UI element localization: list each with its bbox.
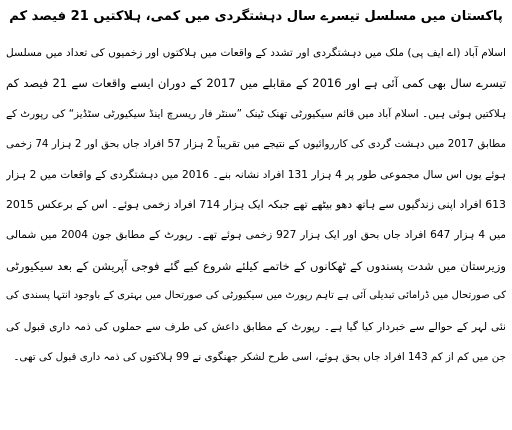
body-line: نئی لہر کے حوالے سے خبردار کیا گیا ہے۔ رپورٹ کے مطابق داعش کی طرف سے حملوں کی ذمہ داری قبول کی [6, 320, 506, 333]
body-line: ہلاکتیں ہوئی ہیں۔ اسلام آباد میں قائم سیکیورٹی تھنک ٹینک ”سنٹر فار ریسرچ اینڈ سیکیورٹی سٹڈیز“ کی رپورٹ کے [6, 107, 506, 120]
article-body [6, 38, 506, 372]
body-line: ہوئے یوں اس سال مجموعی طور پر 4 ہزار 131 افراد نشانہ بنے۔ 2016 میں دہشتگردی کے واقعات میں 2 ہزار [6, 168, 506, 181]
headline: پاکستان میں مسلسل تیسرے سال دہشتگردی میں کمی، ہلاکتیں 21 فیصد کم [9, 9, 503, 24]
body-line: وزیرستان میں شدت پسندوں کے ٹھکانوں کے خاتمے کیلئے شروع کیے گئے فوجی آپریشن کے بعد سیکیورٹی [6, 258, 506, 273]
body-line: 613 افراد اپنی زندگیوں سے ہاتھ دھو بیٹھے تھے جبکہ ایک ہزار 714 افراد زخمی ہوئے۔ اس کے برعکس 2015 [6, 197, 506, 211]
body-line: اسلام آباد (اے ایف پی) ملک میں دہشتگردی اور تشدد کے واقعات میں ہلاکتوں اور زخمیوں کی تعداد میں مسلسل [6, 47, 506, 59]
body-line: مطابق 2017 میں دہشت گردی کی کارروائیوں کے نتیجے میں تقریباً 2 ہزار 57 افراد جاں بحق اور 2 ہزار 74 زخمی [6, 138, 506, 151]
body-line: کی صورتحال میں ڈرامائی تبدیلی آئی ہے تاہم رپورٹ میں سیکیورٹی کی صورتحال میں بہتری کے باوجود انتہا پسندی کی [6, 290, 506, 302]
body-line: میں 4 ہزار 647 افراد جاں بحق اور ایک ہزار 927 زخمی ہوئے تھے۔ رپورٹ کے مطابق جون 2004 میں شمالی [6, 229, 506, 242]
body-line: تیسرے سال بھی کمی آئی ہے اور 2016 کے مقابلے میں 2017 کے دوران ایسے واقعات سے 21 فیصد کم [6, 76, 506, 91]
body-line: جن میں کم از کم 143 افراد جاں بحق ہوئے، اسی طرح لشکر جھنگوی نے 99 ہلاکتوں کی ذمہ داری قبول کی تھی۔ [13, 350, 506, 363]
